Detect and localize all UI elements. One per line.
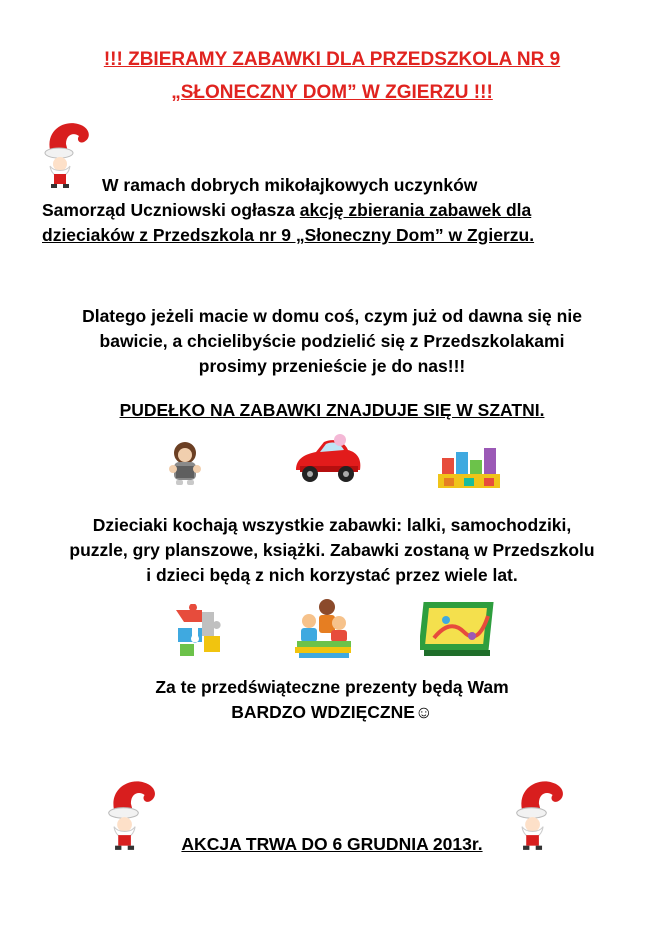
box-location: PUDEŁKO NA ZABAWKI ZNAJDUJE SIĘ W SZATNI. — [119, 400, 545, 420]
toys-line-2: puzzle, gry planszowe, książki. Zabawki zostaną w Przedszkolu — [69, 540, 595, 560]
request-line-3: prosimy przenieście je do nas!!! — [198, 356, 466, 376]
title-line-1: !!! ZBIERAMY ZABAWKI DLA PRZEDSZKOLA NR 9 — [103, 49, 561, 70]
puzzle-pieces-image — [172, 604, 228, 658]
thanks-line-2: BARDZO WDZIĘCZNE☺ — [231, 702, 433, 722]
title-line-2: „SŁONECZNY DOM” W ZGIERZU !!! — [171, 82, 493, 103]
board-game-image — [420, 598, 498, 658]
toys-line-3: i dzieci będą z nich korzystać przez wiele lat. — [146, 565, 518, 585]
toy-car-image — [292, 432, 364, 488]
deadline: AKCJA TRWA DO 6 GRUDNIA 2013r. — [181, 834, 483, 854]
request-line-1: Dlatego jeżeli macie w domu coś, czym już od dawna się nie — [82, 306, 582, 326]
request-line-2: bawicie, a chcielibyście podzielić się z Przedszkolakami — [99, 331, 565, 351]
santa-hat-illustration-top — [42, 118, 94, 190]
intro-line-2-plain: Samorząd Uczniowski ogłasza — [42, 200, 300, 220]
intro-line-1: W ramach dobrych mikołajkowych uczynków — [102, 175, 478, 195]
thanks-line-1: Za te przedświąteczne prezenty będą Wam — [155, 677, 509, 697]
kids-reading-books-image — [291, 597, 355, 659]
teddy-doll-image — [162, 440, 208, 486]
building-blocks-image — [436, 444, 502, 490]
intro-line-2 — [42, 198, 531, 223]
toys-line-1: Dzieciaki kochają wszystkie zabawki: lalki, samochodziki, — [92, 515, 572, 535]
intro-line-2-underlined: akcję zbierania zabawek dla — [299, 200, 532, 220]
intro-line-3: dzieciaków z Przedszkola nr 9 „Słoneczny Dom” w Zgierzu. — [42, 225, 535, 245]
